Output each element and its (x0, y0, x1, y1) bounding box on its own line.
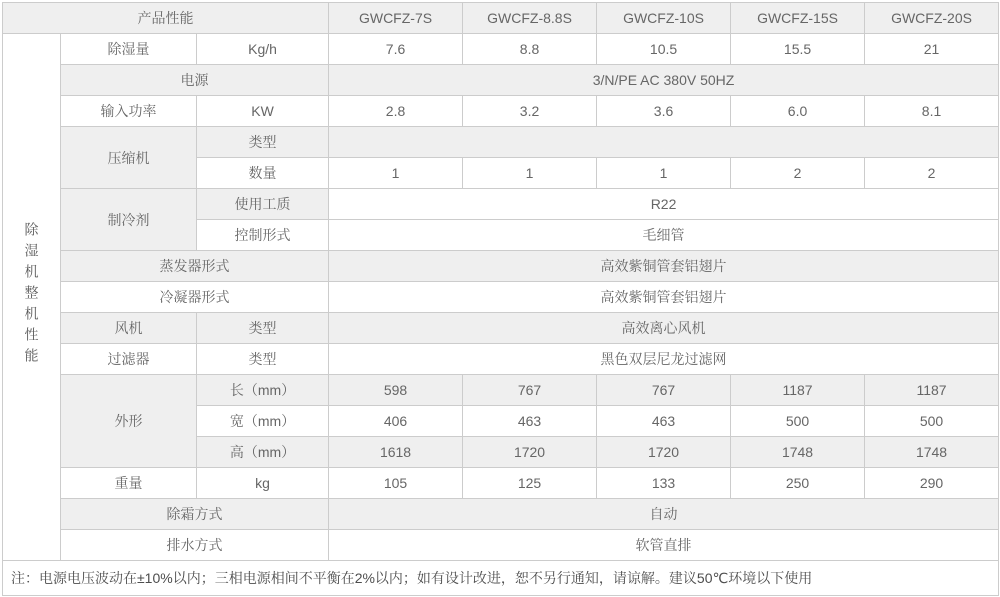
value-cell: 8.8 (463, 34, 597, 65)
row-label: 除湿量 (61, 34, 197, 65)
value-cell: 高效离心风机 (329, 313, 999, 344)
corner-header: 产品性能 (3, 3, 329, 34)
value-cell: 2 (865, 158, 999, 189)
value-cell: 1720 (463, 437, 597, 468)
value-cell: 767 (463, 375, 597, 406)
row-label: 风机 (61, 313, 197, 344)
value-cell: 毛细管 (329, 220, 999, 251)
model-header-2: GWCFZ-8.8S (463, 3, 597, 34)
row-drainage (3, 530, 999, 561)
value-cell: 1 (597, 158, 731, 189)
row-label: 除霜方式 (61, 499, 329, 530)
row-input-power (3, 96, 999, 127)
value-cell: 406 (329, 406, 463, 437)
value-cell: 高效紫铜管套铝翅片 (329, 282, 999, 313)
row-dehumidify (3, 34, 999, 65)
row-unit: Kg/h (197, 34, 329, 65)
value-cell: 1187 (865, 375, 999, 406)
value-cell: 自动 (329, 499, 999, 530)
row-label: 冷凝器形式 (61, 282, 329, 313)
value-cell: 高效紫铜管套铝翅片 (329, 251, 999, 282)
side-label-cell (3, 34, 61, 561)
value-cell: 3.6 (597, 96, 731, 127)
value-cell: 125 (463, 468, 597, 499)
model-header-5: GWCFZ-20S (865, 3, 999, 34)
group-label: 制冷剂 (61, 189, 197, 251)
row-sublabel: 高（mm） (197, 437, 329, 468)
row-unit: kg (197, 468, 329, 499)
row-sublabel: 使用工质 (197, 189, 329, 220)
side-label: 除湿机整机性能 (23, 222, 40, 369)
row-sublabel: 宽（mm） (197, 406, 329, 437)
value-cell: 8.1 (865, 96, 999, 127)
footnote-row (3, 561, 999, 596)
row-fan (3, 313, 999, 344)
value-cell: 500 (731, 406, 865, 437)
row-unit: KW (197, 96, 329, 127)
row-dim-length (3, 375, 999, 406)
row-sublabel: 控制形式 (197, 220, 329, 251)
row-refrigerant-medium (3, 189, 999, 220)
value-cell: 250 (731, 468, 865, 499)
value-cell: 1 (329, 158, 463, 189)
model-header-1: GWCFZ-7S (329, 3, 463, 34)
value-cell: 133 (597, 468, 731, 499)
row-weight (3, 468, 999, 499)
value-cell: 软管直排 (329, 530, 999, 561)
value-cell: 105 (329, 468, 463, 499)
row-label: 输入功率 (61, 96, 197, 127)
value-cell: R22 (329, 189, 999, 220)
value-cell: 1 (463, 158, 597, 189)
value-cell: 21 (865, 34, 999, 65)
row-sublabel: 类型 (197, 313, 329, 344)
value-cell: 6.0 (731, 96, 865, 127)
value-cell: 1187 (731, 375, 865, 406)
value-cell: 1618 (329, 437, 463, 468)
value-cell: 598 (329, 375, 463, 406)
value-cell: 10.5 (597, 34, 731, 65)
row-sublabel: 类型 (197, 127, 329, 158)
value-cell: 3/N/PE AC 380V 50HZ (329, 65, 999, 96)
row-power-supply (3, 65, 999, 96)
row-defrost (3, 499, 999, 530)
value-cell: 1748 (865, 437, 999, 468)
model-header-3: GWCFZ-10S (597, 3, 731, 34)
value-cell: 290 (865, 468, 999, 499)
value-cell: 3.2 (463, 96, 597, 127)
value-cell: 2 (731, 158, 865, 189)
row-evaporator (3, 251, 999, 282)
row-condenser (3, 282, 999, 313)
row-label: 蒸发器形式 (61, 251, 329, 282)
value-cell: 1720 (597, 437, 731, 468)
row-label: 排水方式 (61, 530, 329, 561)
row-sublabel: 长（mm） (197, 375, 329, 406)
value-cell: 463 (597, 406, 731, 437)
header-row (3, 3, 999, 34)
value-cell: 2.8 (329, 96, 463, 127)
row-sublabel: 类型 (197, 344, 329, 375)
group-label: 压缩机 (61, 127, 197, 189)
value-cell: 7.6 (329, 34, 463, 65)
spec-table (2, 2, 999, 596)
row-filter (3, 344, 999, 375)
row-compressor-type (3, 127, 999, 158)
value-cell: 500 (865, 406, 999, 437)
value-cell: 黑色双层尼龙过滤网 (329, 344, 999, 375)
row-label: 重量 (61, 468, 197, 499)
row-label: 电源 (61, 65, 329, 96)
value-cell: 1748 (731, 437, 865, 468)
row-label: 过滤器 (61, 344, 197, 375)
value-cell: 15.5 (731, 34, 865, 65)
row-sublabel: 数量 (197, 158, 329, 189)
value-cell: 767 (597, 375, 731, 406)
value-cell: 463 (463, 406, 597, 437)
model-header-4: GWCFZ-15S (731, 3, 865, 34)
footnote: 注：电源电压波动在±10%以内；三相电源相间不平衡在2%以内；如有设计改进，恕不另行通知，请谅解。建议50℃环境以下使用 (3, 561, 999, 596)
value-cell (329, 127, 999, 158)
group-label: 外形 (61, 375, 197, 468)
